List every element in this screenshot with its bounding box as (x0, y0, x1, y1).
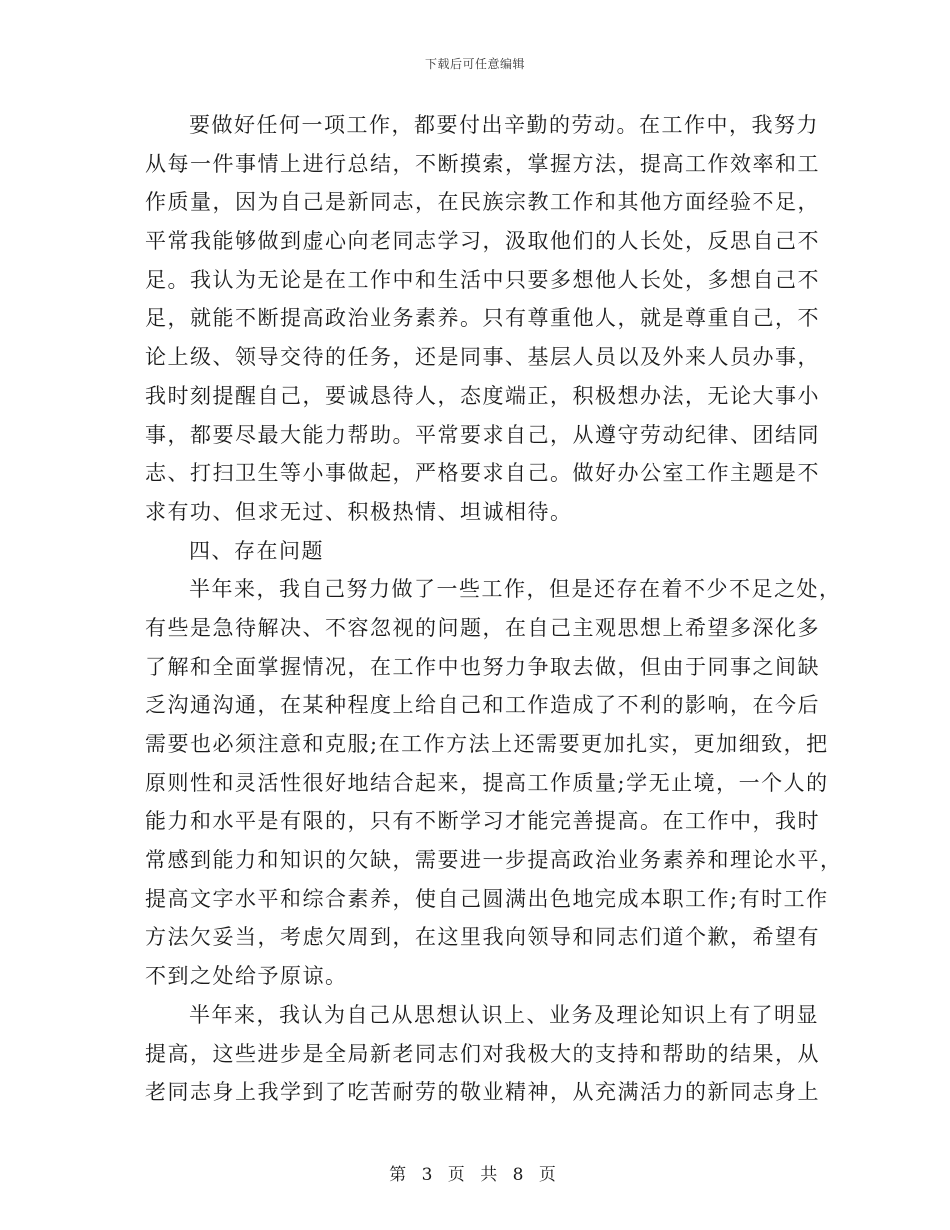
paragraph-line: 老同志身上我学到了吃苦耐劳的敬业精神，从充满活力的新同志身上 (145, 1080, 820, 1105)
paragraph-line: 能力和水平是有限的，只有不断学习才能完善提高。在工作中，我时 (145, 809, 820, 834)
paragraph-line: 常感到能力和知识的欠缺，需要进一步提高政治业务素养和理论水平， (145, 848, 843, 873)
document-body (145, 106, 843, 1112)
paragraph-line: 提高文字水平和综合素养，使自己圆满出色地完成本职工作;有时工作 (145, 886, 829, 911)
paragraph-line: 志、打扫卫生等小事做起，严格要求自己。做好办公室工作主题是不 (145, 461, 820, 486)
paragraph-line: 足。我认为无论是在工作中和生活中只要多想他人长处，多想自己不 (145, 267, 820, 292)
paragraph-line: 论上级、领导交待的任务，还是同事、基层人员以及外来人员办事， (145, 345, 820, 370)
paragraph-line: 提高，这些进步是全局新老同志们对我极大的支持和帮助的结果，从 (145, 1041, 820, 1066)
page-number-footer: 第 3 页 共 8 页 (389, 1165, 561, 1185)
paragraph-line: 有些是急待解决、不容忽视的问题，在自己主观思想上希望多深化多 (145, 615, 820, 640)
paragraph-line: 足，就能不断提高政治业务素养。只有尊重他人，就是尊重自己，不 (145, 306, 820, 331)
paragraph-line: 求有功、但求无过、积极热情、坦诚相待。 (145, 499, 573, 524)
paragraph-line: 事，都要尽最大能力帮助。平常要求自己，从遵守劳动纪律、团结同 (145, 422, 820, 447)
paragraph-line: 半年来，我认为自己从思想认识上、业务及理论知识上有了明显 (189, 1002, 819, 1027)
section-heading: 四、存在问题 (189, 538, 324, 563)
paragraph-line: 方法欠妥当，考虑欠周到，在这里我向领导和同志们道个歉，希望有 (145, 925, 820, 950)
paragraph-line: 作质量，因为自己是新同志，在民族宗教工作和其他方面经验不足， (145, 190, 820, 215)
paragraph-line: 乏沟通沟通，在某种程度上给自己和工作造成了不利的影响，在今后 (145, 693, 820, 718)
paragraph-line: 从每一件事情上进行总结，不断摸索，掌握方法，提高工作效率和工 (145, 151, 820, 176)
paragraph-line: 原则性和灵活性很好地结合起来，提高工作质量;学无止境，一个人的 (145, 770, 829, 795)
page-header: 下载后可任意编辑 (424, 57, 525, 71)
paragraph-line: 了解和全面掌握情况，在工作中也努力争取去做，但由于同事之间缺 (145, 654, 820, 679)
paragraph-line: 不到之处给予原谅。 (145, 964, 348, 989)
paragraph-line: 半年来，我自己努力做了一些工作，但是还存在着不少不足之处， (189, 577, 842, 602)
paragraph-line: 我时刻提醒自己，要诚恳待人，态度端正，积极想办法，无论大事小 (145, 383, 820, 408)
paragraph-line: 平常我能够做到虚心向老同志学习，汲取他们的人长处，反思自己不 (145, 229, 820, 254)
paragraph-line: 要做好任何一项工作，都要付出辛勤的劳动。在工作中，我努力 (189, 113, 819, 137)
paragraph-line: 需要也必须注意和克服;在工作方法上还需要更加扎实，更加细致，把 (145, 732, 829, 756)
